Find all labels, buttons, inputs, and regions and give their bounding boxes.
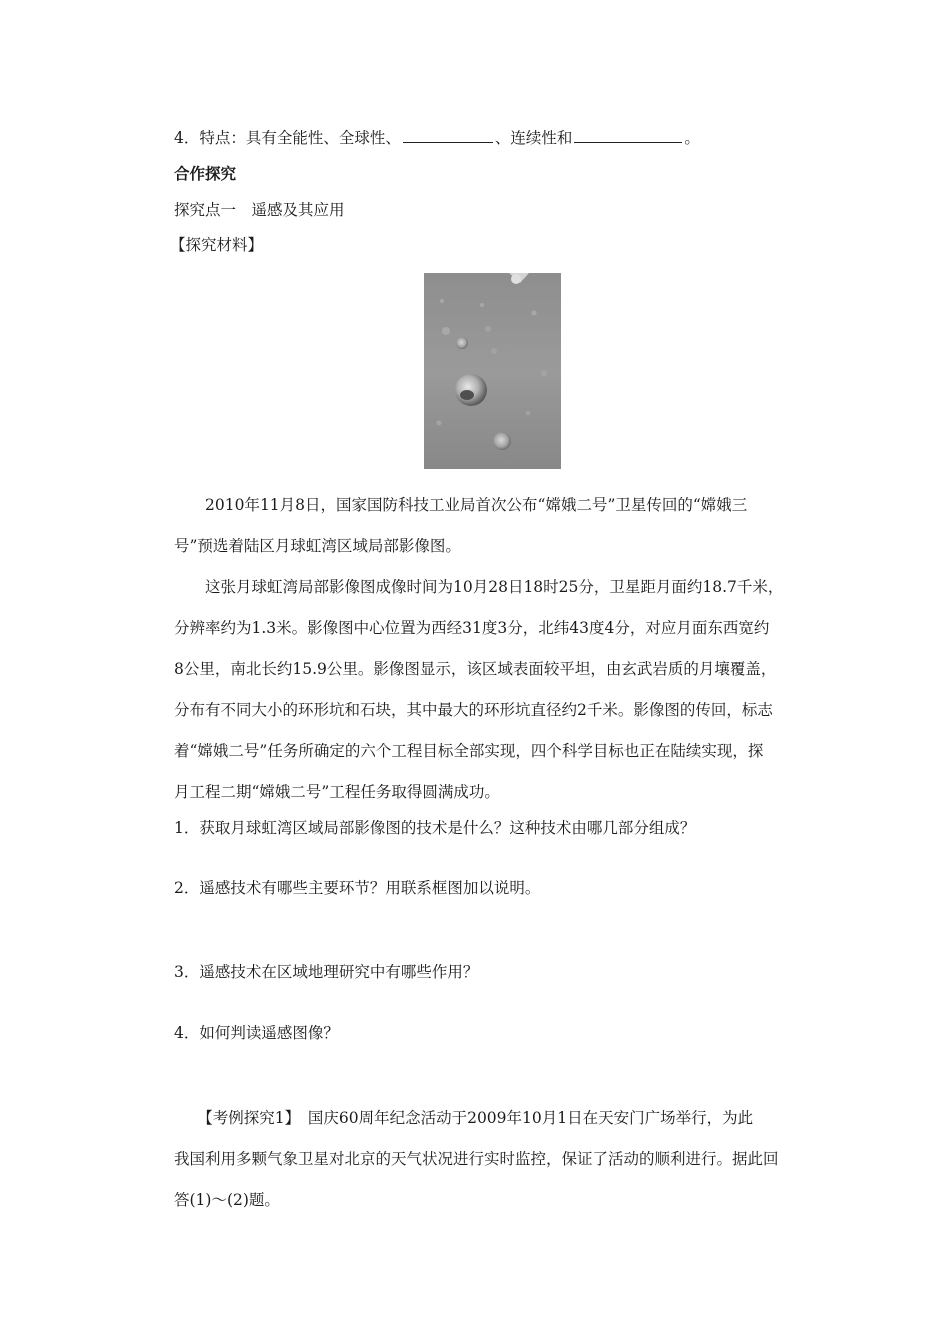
- paragraph-line: 这张月球虹湾局部影像图成像时间为10月28日18时25分，卫星距月面约18.7千米，: [174, 578, 784, 596]
- material-label: 【探究材料】: [170, 236, 264, 254]
- lunar-surface-graphic: [424, 273, 561, 469]
- feature-line-prefix: 4．特点：具有全能性、全球性、: [174, 129, 401, 147]
- answer-blank[interactable]: [574, 128, 682, 143]
- question-2: 2．遥感技术有哪些主要环节？用联系框图加以说明。: [174, 879, 541, 897]
- paragraph-intro: [174, 495, 814, 577]
- lunar-surface-image: [424, 273, 561, 469]
- inquiry-point-title: 探究点一 遥感及其应用: [174, 201, 345, 219]
- paragraph-line: 2010年11月8日，国家国防科技工业局首次公布“嫦娥二号”卫星传回的“嫦娥三: [174, 496, 748, 514]
- example-section: [174, 1108, 814, 1231]
- feature-line-middle: 、连续性和: [494, 129, 573, 147]
- paragraph-detail: [174, 577, 814, 823]
- paragraph-line: 我国利用多颗气象卫星对北京的天气状况进行实时监控，保证了活动的顺利进行。据此回: [174, 1150, 779, 1168]
- paragraph-line: 【考例探究1】 国庆60周年纪念活动于2009年10月1日在天安门广场举行，为此: [174, 1109, 754, 1127]
- paragraph-line: 月工程二期“嫦娥二号”工程任务取得圆满成功。: [174, 783, 500, 801]
- answer-blank[interactable]: [403, 128, 493, 143]
- question-1: 1．获取月球虹湾区域局部影像图的技术是什么？这种技术由哪几部分组成？: [174, 819, 696, 837]
- paragraph-line: 8公里，南北长约15.9公里。影像图显示，该区域表面较平坦，由玄武岩质的月壤覆盖，: [174, 660, 777, 678]
- paragraph-line: 分辨率约为1.3米。影像图中心位置为西经31度3分，北纬43度4分，对应月面东西宽约: [174, 619, 770, 637]
- question-3: 3．遥感技术在区域地理研究中有哪些作用？: [174, 963, 479, 981]
- question-4: 4．如何判读遥感图像？: [174, 1024, 339, 1042]
- feature-line-suffix: 。: [684, 129, 700, 147]
- paragraph-line: 答(1)～(2)题。: [174, 1191, 280, 1209]
- feature-line: [174, 128, 814, 148]
- paragraph-line: 着“嫦娥二号”任务所确定的六个工程目标全部实现，四个科学目标也正在陆续实现，探: [174, 742, 764, 760]
- paragraph-line: 号”预选着陆区月球虹湾区域局部影像图。: [174, 537, 461, 555]
- paragraph-line: 分布有不同大小的环形坑和石块，其中最大的环形坑直径约2千米。影像图的传回，标志: [174, 701, 773, 719]
- section-heading: 合作探究: [174, 165, 237, 183]
